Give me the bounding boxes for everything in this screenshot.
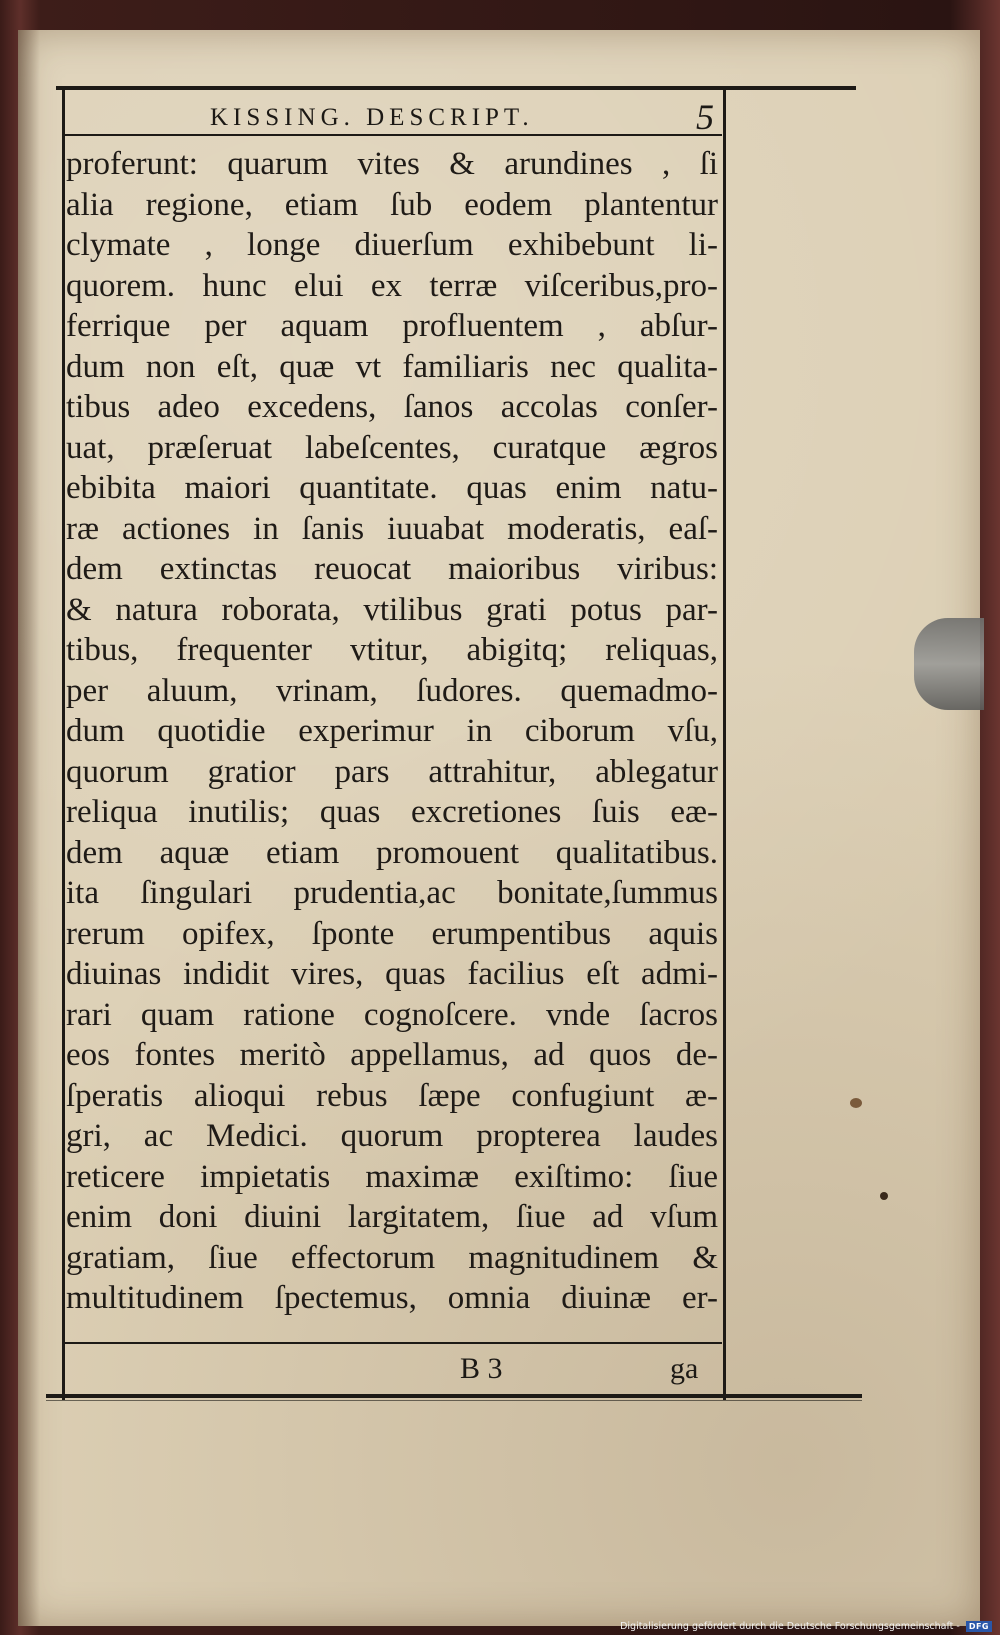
paper-stain (880, 1192, 888, 1200)
page-gutter-shadow (18, 30, 40, 1626)
text-line: quorem. hunc elui ex terræ viſceribus,pro- (66, 267, 718, 304)
page-number: 5 (696, 97, 714, 137)
signature-mark: B 3 (460, 1352, 503, 1385)
bottom-border-rule-thin (46, 1400, 862, 1401)
paper-stain (850, 1098, 862, 1108)
text-block (66, 144, 718, 1319)
text-line: tibus adeo excedens, ſanos accolas conſer- (66, 389, 718, 425)
text-line: rerum opifex, ſponte erumpentibus aquis (66, 915, 718, 952)
text-line: dum non eſt, quæ vt familiaris nec qualita- (66, 348, 718, 385)
text-line: ferrique per aquam profluentem , abſur- (66, 308, 718, 344)
text-line: tibus, frequenter vtitur, abigitq; reliquas, (66, 632, 718, 668)
text-line: alia regione, etiam ſub eodem plantentur (66, 186, 718, 223)
text-line: & natura roborata, vtilibus grati potus par- (66, 591, 718, 628)
text-line: gri, ac Medici. quorum propterea laudes (66, 1118, 718, 1154)
footer-rule (62, 1342, 722, 1344)
text-line: eos fontes meritò appellamus, ad quos de- (66, 1037, 718, 1073)
text-line: ræ actiones in ſanis iuuabat moderatis, eaſ- (66, 510, 718, 547)
text-line: multitudinem ſpectemus, omnia diuinæ er- (66, 1280, 718, 1316)
text-line: diuinas indidit vires, quas facilius eſt admi- (66, 956, 718, 992)
text-line: quorum gratior pars attrahitur, ablegatur (66, 753, 718, 790)
footer-credit-text: Digitalisierung gefördert durch die Deutsche Forschungsgemeinschaft - (620, 1620, 960, 1632)
running-head: KISSING. DESCRIPT. (210, 104, 534, 131)
text-line: dem aquæ etiam promouent qualitatibus. (66, 834, 718, 871)
page-marker-tab (914, 618, 984, 710)
footer-credit (620, 1619, 992, 1633)
text-line: proferunt: quarum vites & arundines , ſi (66, 146, 718, 182)
text-line: gratiam, ſiue effectorum magnitudinem & (66, 1239, 718, 1276)
text-line: enim doni diuini largitatem, ſiue ad vſum (66, 1199, 718, 1235)
text-line: dum quotidie experimur in ciborum vſu, (66, 713, 718, 749)
text-line: dem extinctas reuocat maioribus viribus: (66, 551, 718, 587)
text-line: ita ſingulari prudentia,ac bonitate,ſummus (66, 875, 718, 911)
bottom-border-rule (46, 1394, 862, 1398)
text-line: reliqua inutilis; quas excretiones ſuis eæ- (66, 794, 718, 830)
text-line: per aluum, vrinam, ſudores. quemadmo- (66, 672, 718, 709)
text-line: clymate , longe diuerſum exhibebunt li- (66, 227, 718, 263)
catchword: ga (670, 1352, 699, 1385)
dfg-logo: DFG (966, 1621, 992, 1632)
text-line: ſperatis alioqui rebus ſæpe confugiunt æ- (66, 1077, 718, 1114)
header-rule (62, 134, 722, 136)
text-line: rari quam ratione cognoſcere. vnde ſacros (66, 996, 718, 1033)
text-line: ebibita maiori quantitate. quas enim natu- (66, 470, 718, 506)
text-line: reticere impietatis maximæ exiſtimo: ſiue (66, 1158, 718, 1195)
text-line: uat, præſeruat labeſcentes, curatque ægros (66, 429, 718, 466)
